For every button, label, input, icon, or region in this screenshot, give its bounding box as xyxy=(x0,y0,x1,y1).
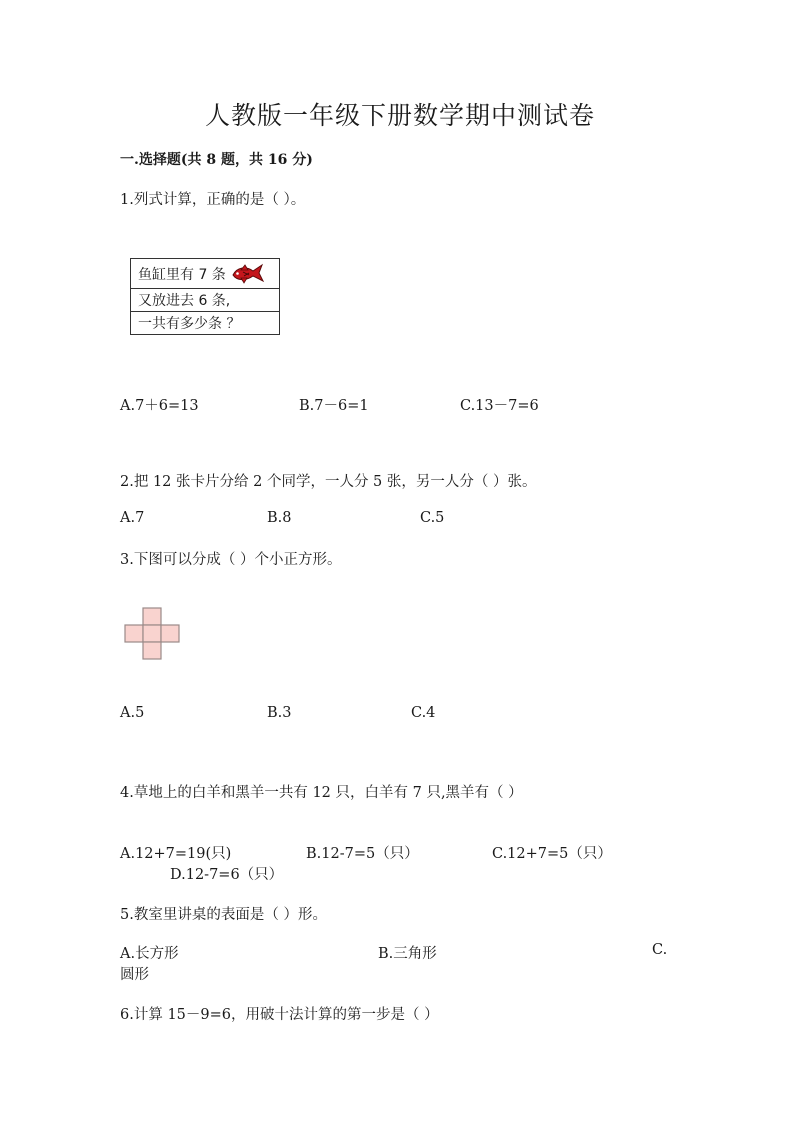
table-text-3: 一共有多少条 ？ xyxy=(138,316,241,332)
question-4: 4.草地上的白羊和黑羊一共有 12 只，白羊有 7 只,黑羊有（ ） xyxy=(120,785,523,801)
option-4d: D.12-7=6（只） xyxy=(170,867,284,883)
page-title: 人教版一年级下册数学期中测试卷 xyxy=(204,101,595,130)
table-cell xyxy=(131,312,280,335)
table-cell xyxy=(131,259,280,289)
option-1c: C.13－7=6 xyxy=(460,398,539,414)
question-6: 6.计算 15－9=6，用破十法计算的第一步是（ ） xyxy=(120,1007,439,1023)
question-5: 5.教室里讲桌的表面是（ ）形。 xyxy=(120,907,327,923)
cross-shape-icon xyxy=(124,607,182,661)
table-row xyxy=(131,259,280,289)
option-3a: A.5 xyxy=(120,705,145,721)
option-2b: B.8 xyxy=(267,510,292,526)
option-2c: C.5 xyxy=(420,510,445,526)
table-row xyxy=(131,289,280,312)
fish-problem-table xyxy=(130,258,280,335)
option-5a: A.长方形 xyxy=(120,946,179,962)
option-5c: C. xyxy=(652,942,668,958)
red-fish-icon xyxy=(229,262,265,284)
option-2a: A.7 xyxy=(120,510,145,526)
option-1b: B.7－6=1 xyxy=(299,398,369,414)
option-4b: B.12-7=5（只） xyxy=(306,846,419,862)
section-heading: 一.选择题(共 8 题，共 16 分) xyxy=(120,152,313,168)
question-2: 2.把 12 张卡片分给 2 个同学，一人分 5 张，另一人分（ ）张。 xyxy=(120,474,537,490)
question-3: 3.下图可以分成（ ）个小正方形。 xyxy=(120,552,342,568)
option-3b: B.3 xyxy=(267,705,292,721)
option-4c: C.12+7=5（只） xyxy=(492,846,612,862)
option-3c: C.4 xyxy=(411,705,436,721)
option-5c-text: 圆形 xyxy=(120,967,149,983)
option-5b: B.三角形 xyxy=(378,946,437,962)
question-1: 1.列式计算，正确的是（ ）。 xyxy=(120,192,306,208)
option-4a: A.12+7=19(只) xyxy=(120,846,232,862)
table-row xyxy=(131,312,280,335)
table-text-1: 鱼缸里有 7 条 xyxy=(138,266,226,283)
table-cell xyxy=(131,289,280,312)
table-text-2: 又放进去 6 条, xyxy=(138,293,231,309)
option-1a: A.7＋6=13 xyxy=(120,398,199,414)
